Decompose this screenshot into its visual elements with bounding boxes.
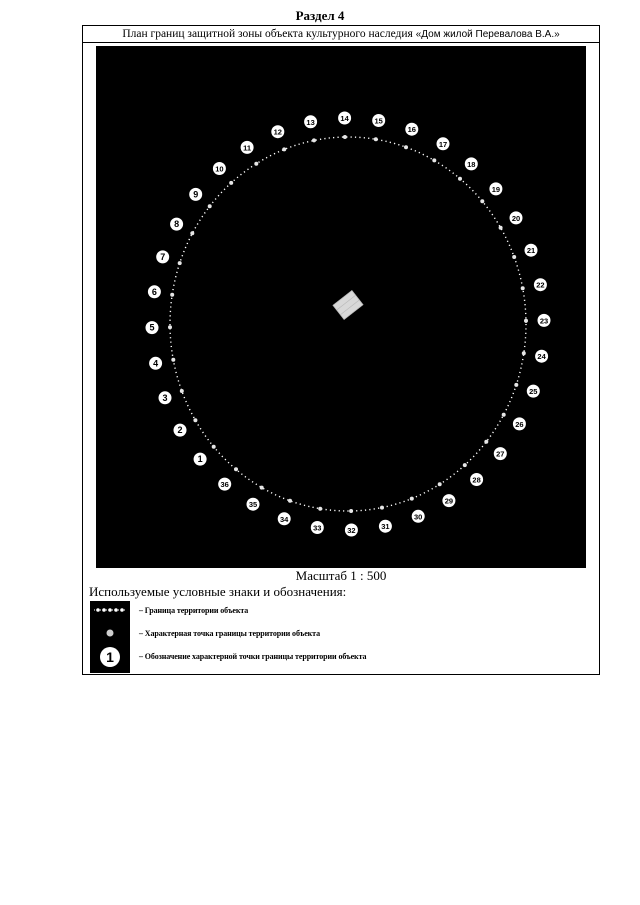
svg-text:20: 20 <box>511 213 521 223</box>
boundary-point-23 <box>524 319 528 323</box>
boundary-point-5 <box>168 325 172 329</box>
boundary-point-12 <box>282 147 286 151</box>
boundary-point-36 <box>234 467 238 471</box>
boundary-line-icon <box>94 608 126 612</box>
boundary-point-33 <box>318 507 322 511</box>
svg-text:4: 4 <box>153 358 159 369</box>
point-label-32 <box>345 524 358 537</box>
point-label-3 <box>159 391 172 404</box>
point-label-34 <box>278 512 291 525</box>
legend-title: Используемые условные знаки и обозначения: <box>89 584 347 599</box>
svg-text:28: 28 <box>472 475 481 485</box>
svg-text:18: 18 <box>467 159 476 169</box>
point-label-22 <box>534 278 547 291</box>
boundary-point-29 <box>438 482 442 486</box>
svg-text:15: 15 <box>374 116 383 126</box>
point-label-8 <box>170 218 183 231</box>
point-label-13 <box>304 115 317 128</box>
boundary-point-7 <box>178 261 182 265</box>
boundary-point-17 <box>432 158 436 162</box>
point-label-12 <box>271 125 284 138</box>
svg-text:1: 1 <box>197 454 203 465</box>
svg-text:23: 23 <box>539 316 549 326</box>
point-label-9 <box>189 188 202 201</box>
svg-text:34: 34 <box>280 514 289 524</box>
svg-text:9: 9 <box>193 189 199 200</box>
point-label-17 <box>437 137 450 150</box>
point-label-icon <box>100 647 120 667</box>
point-label-18 <box>465 157 478 170</box>
point-label-14 <box>338 112 351 125</box>
point-label-29 <box>442 494 455 507</box>
svg-text:5: 5 <box>149 322 155 333</box>
point-label-21 <box>525 244 538 257</box>
svg-text:10: 10 <box>215 164 224 174</box>
map-scale: Масштаб 1 : 500 <box>295 568 387 583</box>
svg-text:33: 33 <box>313 523 322 533</box>
point-label-11 <box>241 141 254 154</box>
boundary-point-10 <box>229 181 233 185</box>
boundary-point-26 <box>502 413 506 417</box>
svg-text:32: 32 <box>347 526 356 535</box>
svg-text:36: 36 <box>220 480 229 490</box>
protection-zone-map <box>96 46 586 568</box>
boundary-point-24 <box>522 351 526 355</box>
point-label-6 <box>148 285 161 298</box>
point-label-36 <box>218 478 231 491</box>
boundary-point-22 <box>521 286 525 290</box>
svg-text:6: 6 <box>151 286 157 297</box>
point-label-23 <box>538 314 551 327</box>
boundary-point-6 <box>170 293 174 297</box>
boundary-point-icon <box>107 630 114 637</box>
boundary-point-1 <box>212 445 216 449</box>
svg-text:21: 21 <box>526 246 536 256</box>
point-label-35 <box>247 498 260 511</box>
boundary-point-8 <box>190 231 194 235</box>
svg-text:25: 25 <box>529 387 538 397</box>
boundary-point-25 <box>514 383 518 387</box>
svg-text:12: 12 <box>273 127 282 137</box>
point-label-16 <box>405 123 418 136</box>
section-heading: Раздел 4 <box>295 8 345 23</box>
point-label-25 <box>527 385 540 398</box>
point-label-31 <box>379 520 392 533</box>
point-label-33 <box>311 521 324 534</box>
boundary-point-21 <box>512 255 516 259</box>
point-label-24 <box>535 350 548 363</box>
boundary-point-35 <box>260 486 264 490</box>
plan-title-main: План границ защитной зоны объекта культурного наследия <box>122 28 416 40</box>
plan-title <box>83 26 599 43</box>
boundary-point-2 <box>193 418 197 422</box>
svg-text:22: 22 <box>536 280 545 290</box>
legend-text-boundary-point: – Характерная точка границы территории объекта <box>139 629 321 638</box>
point-label-5 <box>146 321 159 334</box>
svg-text:14: 14 <box>340 114 349 123</box>
boundary-point-9 <box>208 204 212 208</box>
svg-text:24: 24 <box>537 352 546 362</box>
point-label-4 <box>149 357 162 370</box>
boundary-point-3 <box>180 389 184 393</box>
svg-text:7: 7 <box>160 251 166 262</box>
point-label-20 <box>510 211 523 224</box>
point-label-30 <box>412 510 425 523</box>
svg-text:27: 27 <box>496 449 505 459</box>
svg-text:2: 2 <box>177 425 183 436</box>
svg-text:29: 29 <box>444 496 454 506</box>
plan-title-object: «Дом жилой Перевалова В.А.» <box>415 29 560 40</box>
boundary-point-18 <box>458 177 462 181</box>
point-label-2 <box>174 424 187 437</box>
legend-symbols <box>90 601 130 673</box>
boundary-point-16 <box>404 145 408 149</box>
boundary-point-20 <box>499 226 503 230</box>
boundary-point-28 <box>463 463 467 467</box>
point-label-26 <box>513 417 526 430</box>
point-label-27 <box>494 447 507 460</box>
boundary-point-4 <box>171 358 175 362</box>
svg-text:35: 35 <box>248 500 258 510</box>
point-label-7 <box>156 250 169 263</box>
svg-text:16: 16 <box>407 125 416 135</box>
svg-text:19: 19 <box>491 184 501 194</box>
point-label-1 <box>194 453 207 466</box>
svg-text:13: 13 <box>306 117 315 127</box>
svg-text:30: 30 <box>414 512 423 522</box>
boundary-point-14 <box>343 135 347 139</box>
boundary-point-32 <box>349 509 353 513</box>
svg-text:31: 31 <box>381 522 390 532</box>
point-label-10 <box>213 162 226 175</box>
plan-frame <box>82 25 600 675</box>
boundary-point-15 <box>374 137 378 141</box>
svg-text:3: 3 <box>162 392 168 403</box>
boundary-point-27 <box>484 440 488 444</box>
point-label-15 <box>372 114 385 127</box>
svg-text:11: 11 <box>243 143 252 153</box>
boundary-point-30 <box>410 497 414 501</box>
legend-text-boundary-line: – Граница территории объекта <box>139 606 249 615</box>
boundary-point-19 <box>480 199 484 203</box>
svg-text:17: 17 <box>438 139 448 149</box>
svg-text:1: 1 <box>106 649 114 665</box>
svg-text:8: 8 <box>174 219 180 230</box>
point-label-28 <box>470 473 483 486</box>
boundary-point-11 <box>254 162 258 166</box>
svg-text:26: 26 <box>515 419 524 429</box>
boundary-point-34 <box>288 499 292 503</box>
boundary-point-31 <box>380 506 384 510</box>
point-label-19 <box>489 182 502 195</box>
legend-text-point-label: – Обозначение характерной точки границы территории объекта <box>139 652 367 661</box>
boundary-point-13 <box>312 138 316 142</box>
